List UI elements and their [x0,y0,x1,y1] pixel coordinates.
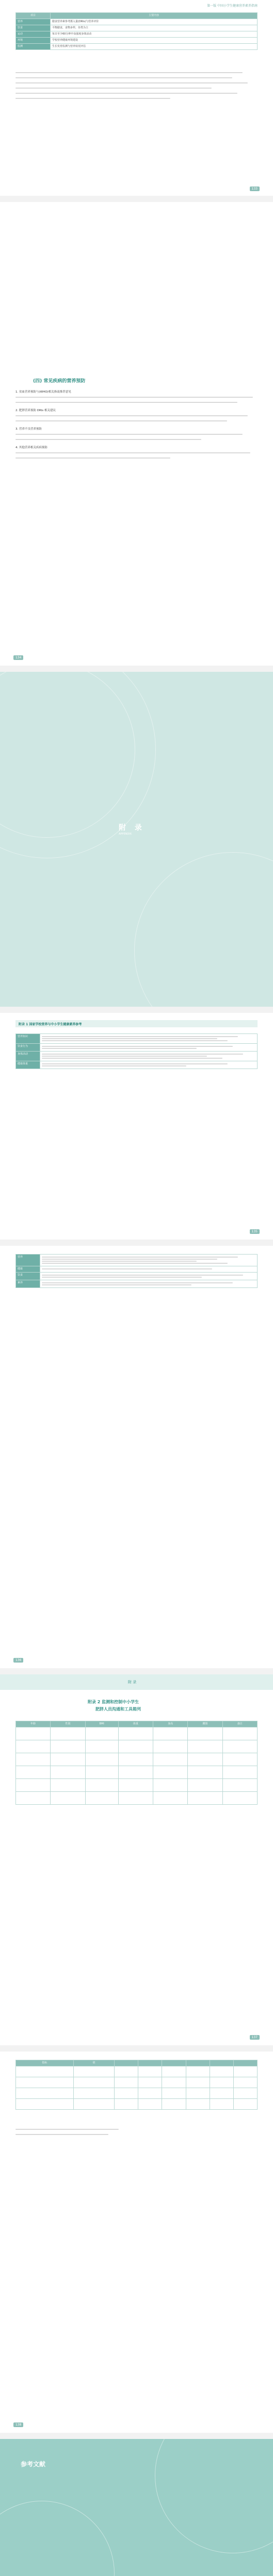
table-header-cell: 主要内容 [51,13,258,19]
appendix-cover [0,672,273,1007]
page-number: 138 [13,2422,23,2427]
table-row: 身体活动 [16,1052,258,1061]
page-number: 136 [13,1658,23,1663]
references-title: 参考文献 [21,2461,46,2468]
references-cover [0,2439,273,2576]
page-6 [0,2052,273,2433]
body-text: 4. 其他营养相关疾病预防 [15,446,47,449]
table-row [16,1740,258,1753]
table-row: 营养知识 [16,1034,258,1044]
page-2 [0,202,273,666]
table-header-cell: 项目 [16,13,51,19]
page-3 [0,1013,273,1240]
page-number: 133 [250,187,260,191]
table-row: 环境 学校营养健康环境建设 [16,38,258,44]
cover-title: 附 录 [119,824,145,832]
table-row [16,2066,258,2077]
table-row: 饮食 [16,1273,258,1280]
appendix-2-subtitle: 肥胖人员沟通和工具箱列 [95,1707,141,1711]
table-row: 饮食 平衡膳食，食物多样，谷类为主 [16,25,258,31]
page-number: 134 [13,655,23,660]
table-row [16,2088,258,2099]
body-text: 2. 肥胖营养预防 DRIs 相关建议 [15,409,56,412]
table-row [16,2077,258,2088]
page-number: 137 [250,2035,260,2040]
table-row [16,1766,258,1779]
table-row [16,1753,258,1766]
appendix-2-title: 附录 2 监测和控制中小学生 [88,1700,139,1704]
body-text: 3. 营养不良营养预防 [15,428,42,431]
appendix-table-cont [15,1254,258,1288]
table-row [16,2099,258,2110]
monitor-table: 年龄 性别 BMI 体重 身高 腰围 备注 [15,1721,258,1805]
section-title: (四) 常见疾病的营养预防 [33,379,86,384]
appendix-table [15,1033,258,1069]
table-row: 监测 生长发育监测与营养状况评估 [16,44,258,50]
table-row: 饮食行为 [16,1044,258,1052]
page-4 [0,1246,273,1668]
table-row: 健康 [16,1266,258,1273]
appendix-band: 附 录 [0,1674,273,1690]
body-text: 1. 贫血营养预防与(WHO)相关指南推荐意见 [15,391,71,394]
content-table [15,12,258,50]
table-row: 素养 [16,1280,258,1288]
cover-subtitle: APPENDIX [119,833,132,836]
page-1 [0,0,273,196]
page-number: 135 [250,1229,260,1234]
table-row: 营养 [16,1255,258,1266]
table-row: 营养 膳食营养素参考摄入量(DRIs)与营养评价 [16,19,258,25]
monitor-table-cont: 指标 值 [15,2060,258,2110]
table-row [16,1792,258,1805]
running-title: 第一版 中国小学生健康营养素养指南 [207,4,258,8]
page-5 [0,1674,273,2045]
appendix-ribbon: 附录 1 国家学校营养与中小学生健康素养参考 [15,1020,258,1027]
table-row: 健康体重 [16,1061,258,1069]
table-row: 运动 每日至少60分钟中高强度身体活动 [16,31,258,38]
table-row [16,1727,258,1740]
table-row [16,1779,258,1792]
